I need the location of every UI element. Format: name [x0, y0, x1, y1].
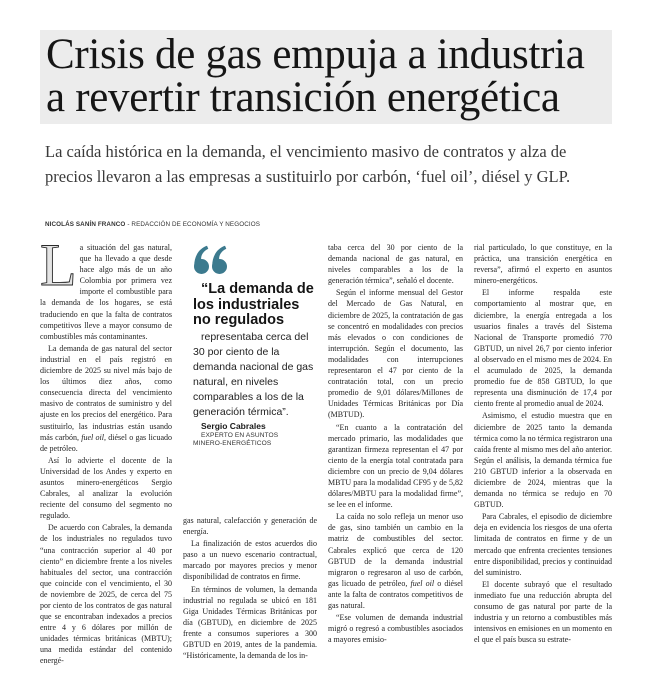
quote-mark-icon	[193, 245, 227, 275]
byline-author: NICOLÁS SANÍN FRANCO	[45, 221, 126, 228]
paragraph-text: La caída no solo refleja un menor uso de gas, sino también un cambio en la matriz de combustibles del sector. Cabrales explicó que cerca de 120 GBTUD de la demanda industrial migraron o regresaron al uso de carbón, gas licuado de petróleo,	[328, 512, 463, 588]
article-column-3	[328, 242, 463, 678]
drop-cap: L	[40, 242, 77, 298]
paragraph: El informe respalda este comportamiento al mostrar que, en diciembre, la energía entregada a los usuarios finales a través del Sistema Nacional de Transporte promedió 770 GBTUD, un nivel 26,7 por ciento inferior al observado en el mismo mes de 2024. En el acumulado de 2025, la demanda promedio fue de 858 GBTUD, lo que representa una disminución de 17,4 por ciento frente al promedio anual de 2024.	[474, 288, 612, 409]
headline-panel	[40, 30, 612, 124]
paragraph: La finalización de estos acuerdos dio paso a un nuevo escenario contractual, marcado por mayores precios y menor disponibilidad de contratos en firme.	[183, 539, 317, 582]
article-column-1	[40, 242, 172, 678]
paragraph: taba cerca del 30 por ciento de la demanda nacional de gas natural, en niveles comparables a los de la generación térmica”, señaló el docente.	[328, 243, 463, 286]
paragraph-italic: fuel oil	[81, 432, 104, 442]
paragraph: Según el informe mensual del Gestor del Mercado de Gas Natural, en diciembre de 2025, la contratación de gas se concentró en modalidades con precios más elevados o con condiciones de interrupción. Según el documento, las modalidades con interrupciones representaron el 47 por ciento de la contratación total, con un precio promedio de 9,01 dólares/Millones de Unidades Térmicas Británicas por Día (MBTUD).	[328, 288, 463, 420]
paragraph: En términos de volumen, la demanda industrial no regulada se ubicó en 181 Giga Unidades Térmicas Británicas por día (GBTUD), en diciembre de 2025 frente a consumos superiores a 300 GBTUD en 2019, antes de la pandemia. “Históricamente, la demanda de los in-	[183, 584, 317, 661]
paragraph: “Ese volumen de demanda industrial migró o regresó a combustibles asociados a mayores emisio-	[328, 613, 463, 645]
paragraph: El docente subrayó que el resultado inmediato fue una reducción abrupta del consumo de gas natural por parte de la industria y un retorno a combustibles más intensivos en emisiones en un momento en el que el país busca su estrate-	[474, 579, 612, 645]
pull-quote	[183, 242, 317, 515]
paragraph: Para Cabrales, el episodio de diciembre deja en evidencia los riesgos de una oferta limitada de contratos en firme y de un mercado que enfrenta crecientes tensiones entre disponibilidad, precios y continuidad del suministro.	[474, 512, 612, 577]
paragraph: Asimismo, el estudio muestra que en diciembre de 2025 tanto la demanda térmica como la no térmica registraron una caída frente al mismo mes del año anterior. Según el análisis, la demanda térmica fue 210 GBTUD inferior a la observada en diciembre de 2024, mientras que la demanda no térmica se redujo en 70 GBTUD.	[474, 411, 612, 510]
paragraph-text: La demanda de gas natural del sector industrial en el país registró en diciembre de 2025 su nivel más bajo de los últimos diez años, como consecuencia directa del vencimiento masivo de contratos de suministro y del ajuste en los precios del energético. Para sustituirlo, las industrias están usando más carbón,	[40, 343, 172, 442]
paragraph-italic: fuel oil	[410, 578, 435, 588]
paragraph: gas natural, calefacción y generación de energía.	[183, 516, 317, 537]
byline-desk: - REDACCIÓN DE ECONOMÍA Y NEGOCIOS	[127, 221, 260, 228]
pull-quote-lead: “La demanda de los industriales no regulados	[193, 281, 314, 328]
paragraph-text: o diésel ante la falta de contratos competitivos de gas natural.	[328, 578, 463, 610]
byline	[45, 221, 605, 229]
article-column-4	[474, 242, 612, 678]
paragraph-text: , diésel o gas licuado de petróleo.	[40, 432, 172, 453]
paragraph	[328, 511, 463, 611]
pull-quote-author: Sergio Cabrales	[201, 420, 266, 431]
paragraph: De acuerdo con Cabrales, la demanda de los industriales no regulados tuvo “una contracción superior al 40 por ciento” en diciembre frente a los niveles habituales del sector, una contracción que coincide con el vencimiento, el 30 de noviembre de 2025, de cerca del 75 por ciento de los contratos de gas natural que se encontraban indexados a precios entre 4 y 6 dólares por millón de unidades térmicas británicas (MBTU); una medida estándar del contenido energé-	[40, 523, 172, 666]
deck-subtitle: La caída histórica en la demanda, el vencimiento masivo de contratos y alza de precios llevaron a las empresas a sustituirlo por carbón, ‘fuel oil’, diésel y GLP.	[45, 142, 571, 186]
paragraph: “En cuanto a la contratación del mercado primario, las modalidades que garantizan firmeza representan el 47 por ciento de la energía total contratada para diciembre con un precio de 9,04 dólares MBTU para la modalidad CF95 y de 5,82 dólares/MBTU para la modalidad firme”, se lee en el informe.	[328, 422, 463, 510]
headline: Crisis de gas empuja a industria a revertir transición energética	[46, 31, 585, 121]
pull-quote-role: EXPERTO EN ASUNTOS MINERO-ENERGÉTICOS	[193, 431, 279, 447]
article-column-2	[183, 242, 317, 678]
paragraph: Así lo advierte el docente de la Universidad de los Andes y experto en asuntos minero-energéticos Sergio Cabrales, al analizar la evolución reciente del consumo del segmento no regulado.	[40, 455, 172, 521]
pull-quote-content	[193, 242, 317, 450]
pull-quote-body: representaba cerca del 30 por ciento de la demanda nacional de gas natural, en niveles comparables a los de la generación térmica”.	[193, 330, 314, 418]
paragraph: rial particulado, lo que constituye, en la práctica, una transición energética en reversa”, afirmó el experto en asuntos minero-energéticos.	[474, 243, 612, 286]
paragraph: a situación del gas natural, que ha llevado a que desde hace algo más de un año Colombia por primera vez importe el combustible para la demanda de los hogares, se está traduciendo en que la falta de contratos competitivos lleve a mayor consumo de combustibles más contaminantes.	[40, 243, 172, 341]
paragraph	[40, 343, 172, 454]
